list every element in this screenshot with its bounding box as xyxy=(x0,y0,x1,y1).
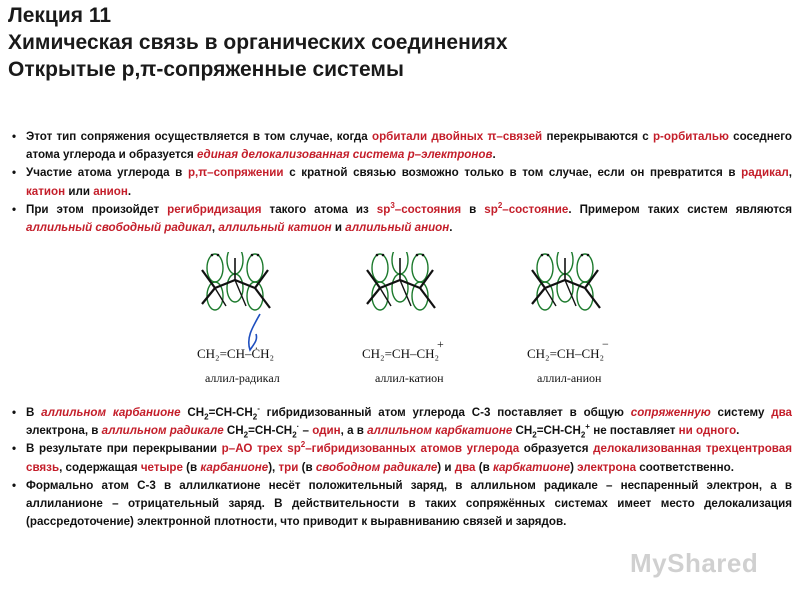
text-run: ) и xyxy=(437,460,455,474)
superscript: 2 xyxy=(497,200,503,210)
highlight-run: два xyxy=(454,460,476,474)
text-run: . xyxy=(492,148,496,162)
anion-orbital-structure xyxy=(532,252,600,310)
text-run: CH xyxy=(512,424,533,438)
highlight-run: аллильном карбанионе xyxy=(41,406,181,419)
subscript: 2 xyxy=(243,430,249,440)
text-run: (в xyxy=(475,460,493,474)
text-run: CH xyxy=(180,406,205,419)
formula-radical: CH₂=CH–ĊH₂ xyxy=(197,346,275,361)
subscript: 2 xyxy=(580,430,586,440)
text-run: Участие атома углерода в xyxy=(26,166,188,180)
highlight-run: свободном радикале xyxy=(315,460,438,474)
text-run: не поставляет xyxy=(589,424,679,438)
text-run: (в xyxy=(182,460,201,474)
highlight-run: sp xyxy=(376,202,391,216)
text-run: В xyxy=(26,406,42,419)
highlight-run: –состояния xyxy=(394,202,462,216)
highlight-run: аллильном радикале xyxy=(101,424,224,438)
text-run: такого атома из xyxy=(261,202,377,216)
superscript: + xyxy=(585,422,590,432)
text-run: и xyxy=(331,221,346,235)
highlight-run: один xyxy=(312,424,341,438)
highlight-run: –гибридизованных атомов углерода xyxy=(305,442,520,456)
superscript: - xyxy=(257,404,260,414)
superscript: 3 xyxy=(390,200,395,210)
text-run: или xyxy=(65,184,94,198)
highlight-run: катион xyxy=(26,184,66,198)
text-run: с кратной связью возможно только в том случае, если он превратится в xyxy=(283,166,742,180)
highlight-run: р–АО трех sp xyxy=(221,442,301,456)
highlight-run: sp xyxy=(484,202,498,216)
highlight-run: радикал xyxy=(741,166,789,180)
text-run: гибридизованный атом углерода С-3 поставляет в общую xyxy=(259,406,631,419)
formula-anion: CH₂=CH–CH₂ xyxy=(527,346,605,361)
highlight-run: аллильный анион xyxy=(345,221,450,235)
bullet-item xyxy=(12,201,792,237)
label-anion: аллил-анион xyxy=(537,371,602,385)
text-run: =CH-CH xyxy=(248,424,293,438)
text-run: ) xyxy=(570,460,578,474)
highlight-run: р,π–сопряжении xyxy=(187,166,284,180)
slide-title xyxy=(8,2,788,83)
highlight-run: аллильный катион xyxy=(218,221,332,235)
highlight-run: р-орбиталью xyxy=(652,130,729,143)
bullet-item xyxy=(12,404,792,440)
superscript: · xyxy=(296,422,300,432)
text-run: , xyxy=(211,221,219,235)
text-run: . xyxy=(736,424,740,438)
bullet-item xyxy=(12,164,792,200)
bullet-item xyxy=(12,440,792,476)
text-run: В результате при перекрывании xyxy=(26,442,222,456)
subscript: 2 xyxy=(532,430,537,440)
text-run: перекрываются с xyxy=(542,130,653,143)
highlight-run: анион xyxy=(93,184,128,198)
text-run: CH xyxy=(223,424,244,438)
text-run: =CH-CH xyxy=(208,406,253,419)
highlight-run: аллильный свободный радикал xyxy=(26,221,212,235)
highlight-run: орбитали двойных π–связей xyxy=(372,130,543,143)
text-run: систему xyxy=(710,406,772,419)
text-run: соответственно. xyxy=(636,460,734,474)
title-line-2: Химическая связь в органических соединениях xyxy=(8,31,508,54)
text-run: При этом произойдет xyxy=(26,202,168,216)
cation-orbital-structure xyxy=(367,252,435,310)
highlight-run: единая делокализованная система р–электронов xyxy=(196,148,493,162)
allyl-orbitals-diagram xyxy=(185,252,625,392)
highlight-run: делокализованная трехцентровая связь xyxy=(26,442,792,474)
bullet-list-top xyxy=(12,128,792,237)
highlight-run: электрона xyxy=(577,460,637,474)
title-line-1: Лекция 11 xyxy=(8,4,112,27)
highlight-run: три xyxy=(278,460,299,474)
bullet-list-bottom xyxy=(12,404,792,531)
text-run: Этот тип сопряжения осуществляется в том случае, когда xyxy=(26,130,372,143)
text-run: . Примером таких систем являются xyxy=(568,202,793,216)
bullet-item xyxy=(12,128,792,164)
subscript: 2 xyxy=(292,430,297,440)
highlight-run: карбанионе xyxy=(200,460,269,474)
text-run: в xyxy=(461,202,485,216)
highlight-run: карбкатионе xyxy=(492,460,571,474)
text-run: – xyxy=(299,424,313,438)
highlight-run: –состояние xyxy=(502,202,569,216)
text-run: (в xyxy=(298,460,316,474)
highlight-run: аллильном карбкатионе xyxy=(367,424,513,438)
text-run: . xyxy=(449,221,453,235)
highlight-run: два xyxy=(771,406,793,419)
highlight-run: ни одного xyxy=(678,424,737,438)
subscript: 2 xyxy=(252,412,258,422)
highlight-run: регибридизация xyxy=(167,202,262,216)
radical-orbital-structure xyxy=(202,252,270,350)
text-run: ), xyxy=(268,460,279,474)
text-run: . xyxy=(127,184,132,198)
text-run: , содержащая xyxy=(59,460,141,474)
highlight-run: сопряженную xyxy=(630,406,711,419)
text-run: Формально атом С-3 в аллилкатионе несёт положительный заряд, в аллильном радикале – неспаренный электрон, а в аллиланионе – отрицательный заряд. В действительности в таких сопряжённых системах имеет место делокализация (рассредоточение) электронной плотности, что приводит к выравниванию связей и зарядов. xyxy=(26,478,792,529)
cation-charge: + xyxy=(437,337,444,351)
formula-cation: CH₂=CH–CH₂ xyxy=(362,346,440,361)
text-run: образуется xyxy=(519,442,594,456)
label-radical: аллил-радикал xyxy=(205,371,280,385)
text-run: электрона, в xyxy=(26,424,102,438)
highlight-run: четыре xyxy=(140,460,183,474)
bullet-item xyxy=(12,477,792,532)
superscript: 2 xyxy=(300,440,306,450)
allyl-orbitals-figure xyxy=(185,252,625,392)
watermark: MyShared xyxy=(630,548,759,578)
subscript: 2 xyxy=(204,412,209,422)
text-run: , а в xyxy=(340,424,368,438)
text-run: =CH-CH xyxy=(536,424,581,438)
text-run: соседнего атома углерода и образуется xyxy=(26,130,792,162)
anion-charge: − xyxy=(602,337,609,351)
title-line-3: Открытые р,π-сопряженные системы xyxy=(8,58,404,81)
label-cation: аллил-катион xyxy=(375,371,444,385)
text-run: , xyxy=(788,166,792,180)
